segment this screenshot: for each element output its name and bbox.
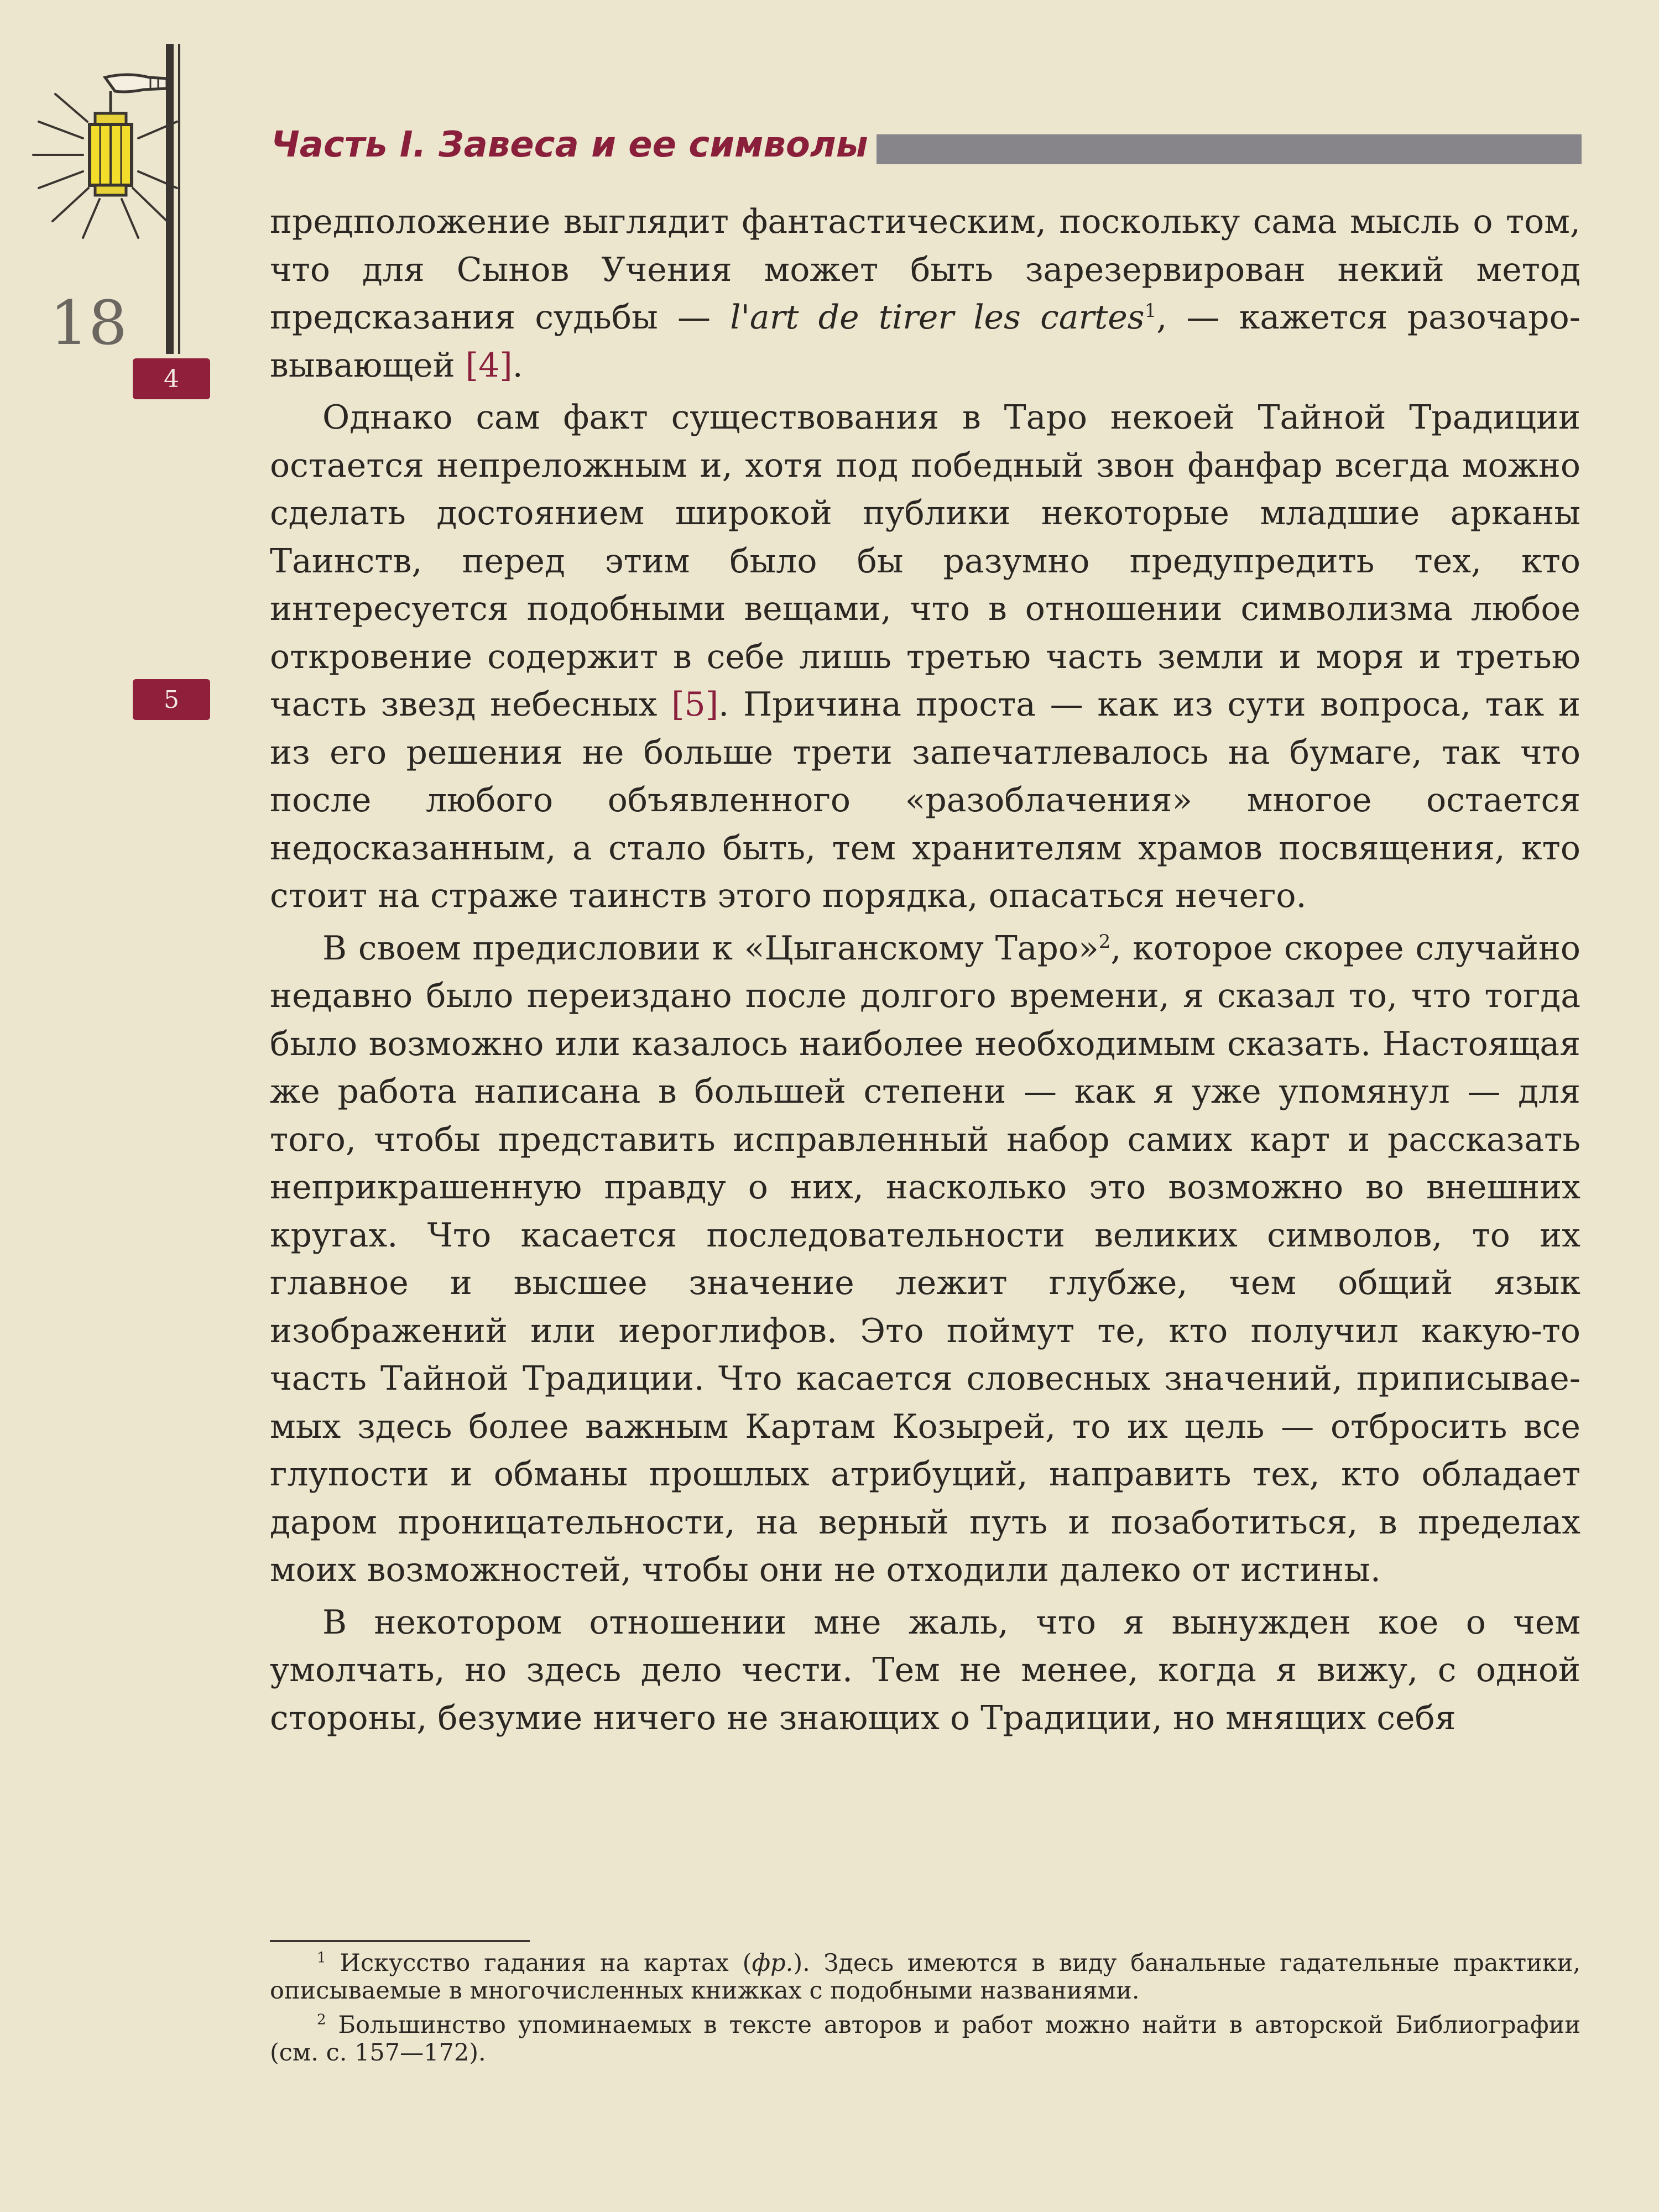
header-bar (877, 134, 1582, 164)
footnotes (270, 1949, 1580, 2073)
body-text (270, 198, 1580, 1746)
footnote-rule (270, 1940, 530, 1942)
citation-ref-4: [4] (465, 346, 513, 385)
side-ref-4: 4 (133, 358, 210, 399)
page-number: 18 (50, 288, 127, 358)
running-header-title: Часть I. Завеса и ее символы (271, 124, 868, 165)
citation-ref-5: [5] (671, 685, 719, 724)
paragraph-1: предположение выглядит фантастическим, поскольку сама мысль о том, что для Сынов Учения может быть зарезервирован некий метод предсказания судьбы — l'art de tirer les cartes$^1$, — кажется разочаровывающей [4]. (270, 202, 1580, 385)
footnote-2: $^2$ Большинство упоминаемых в тексте авторов и работ можно найти в авторской Библиографии (см. с. 157—172). (270, 2011, 1581, 2067)
footnote-ref-1: 1 (1144, 300, 1157, 322)
footnote-ref-2: 2 (1098, 930, 1111, 953)
lamp-icon (22, 66, 188, 249)
footnote-1: $^1$ Искусство гадания на картах (фр.). Здесь имеются в виду банальные гадательные практики, описываемые в многочисленных книжках с подобными названиями. (270, 1949, 1581, 2005)
paragraph-4: В некотором отношении мне жаль, что я вынужден кое о чем умолчать, но здесь дело чести. Тем не менее, когда я вижу, с одной стороны, безумие ничего не знающих о Традиции, но мнящих себя (270, 1603, 1580, 1738)
paragraph-2: Однако сам факт существования в Таро некоей Тайной Традиции остается непреложным и, хотя под победный звон фанфар всегда можно сделать достоянием широкой публики некоторые младшие арканы Таинств, перед этим было бы разумно предупредить тех, кто интересуется подобными вещами, что в отношении символизма любое откровение содержит в себе лишь третью часть земли и моря и третью часть звезд небесных [5]. Причина проста — как из сути вопроса, так и из его решения не больше трети запечатлевалось на бумаге, так что после любого объявленного «разоблачения» многое остается недосказанным, а стало быть, тем хранителям храмов посвящения, кто стоит на страже таинств этого порядка, опасаться нечего. (270, 398, 1580, 915)
side-ref-5: 5 (133, 679, 210, 720)
paragraph-3: В своем предисловии к «Цыганскому Таро»$^2$, которое скорее случайно недавно было переиздано после долгого времени, я сказал то, что тогда было возможно или казалось наиболее необходимым сказать. Настоящая же работа написана в большей степени — как я уже упомянул — для того, чтобы представить исправленный набор самих карт и рассказать неприкрашенную правду о них, насколько это возможно во внешних кругах. Что касается последовательности великих символов, то их главное и высшее значение лежит глубже, чем общий язык изображений или иероглифов. Это поймут те, кто получил какую-то часть Тайной Традиции. Что касается словесных значений, приписываемых здесь более важным Картам Козырей, то их цель — отбросить все глупости и обманы прошлых атрибуций, направить тех, кто обладает даром проницательности, на верный путь и позаботиться, в пределах моих возможностей, чтобы они не отходили далеко от истины. (270, 928, 1580, 1589)
italic-phrase: l'art de tirer les cartes (730, 298, 1145, 337)
